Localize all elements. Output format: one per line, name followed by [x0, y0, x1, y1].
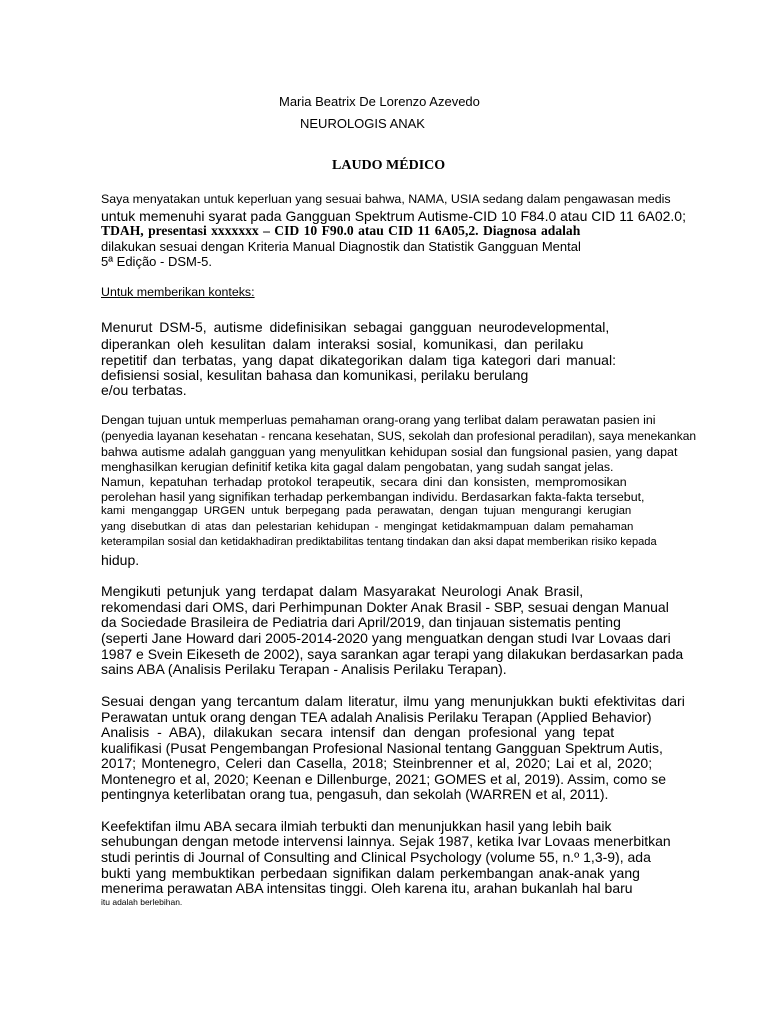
p1-line: Saya menyatakan untuk keperluan yang sesuai bahwa, NAMA, USIA sedang dalam pengawasan medis	[101, 192, 671, 206]
doctor-specialty: NEUROLOGIS ANAK	[300, 116, 425, 131]
p1-line: dilakukan sesuai dengan Kriteria Manual Diagnostik dan Statistik Gangguan Mental	[101, 239, 581, 254]
p5-line: pentingnya keterlibatan orang tua, pengasuh, dan sekolah (WARREN et al, 2011).	[101, 786, 609, 802]
p1-line: untuk memenuhi syarat pada Gangguan Spektrum Autisme-CID 10 F84.0 atau CID 11 6A02.0;	[101, 208, 686, 224]
p5-line: kualifikasi (Pusat Pengembangan Profesional Nasional tentang Gangguan Spektrum Autis,	[101, 740, 663, 756]
p2-line: diperankan oleh kesulitan dalam interaksi sosial, komunikasi, dan perilaku	[101, 336, 584, 352]
p3-line: hidup.	[101, 552, 140, 568]
p3-line: perolehan hasil yang signifikan terhadap perkembangan individu. Berdasarkan fakta-fakta tersebut,	[101, 490, 645, 504]
p2-line: e/ou terbatas.	[101, 382, 187, 398]
p5-line: Analisis - ABA), dilakukan secara intensif dan dengan profesional yang tepat	[101, 724, 615, 740]
p3-line: kami menganggap URGEN untuk berpegang pada perawatan, dengan tujuan mengurangi kerugian	[101, 505, 632, 517]
document-title: LAUDO MÉDICO	[332, 158, 446, 173]
p2-line: Menurut DSM-5, autisme didefinisikan sebagai gangguan neurodevelopmental,	[101, 319, 610, 335]
p6-line: bukti yang membuktikan perbedaan signifikan dalam perkembangan anak-anak yang	[101, 865, 640, 881]
p3-line: keterampilan sosial dan ketidakhadiran prediktabilitas tentang tindakan dan aksi dapat memberikan risiko kepada	[101, 536, 657, 548]
p3-line: Namun, kepatuhan terhadap protokol terapeutik, secara dini dan konsisten, mempromosikan	[101, 475, 627, 489]
p4-line: Mengikuti petunjuk yang terdapat dalam Masyarakat Neurologi Anak Brasil,	[101, 583, 584, 599]
p4-line: (seperti Jane Howard dari 2005-2014-2020 yang menguatkan dengan studi Ivar Lovaas dari	[101, 630, 671, 646]
p3-line: (penyedia layanan kesehatan - rencana kesehatan, SUS, sekolah dan profesional peradilan), saya menekankan	[101, 429, 697, 443]
p4-line: da Sociedade Brasileira de Pediatria dari April/2019, dan tinjauan sistematis penting	[101, 614, 621, 630]
p3-line: yang disebutkan di atas dan pelestarian kehidupan - mengingat ketidakmampuan dalam pemahaman	[101, 521, 634, 533]
p3-line: bahwa autisme adalah gangguan yang menyulitkan kehidupan sosial dan fungsional pasien, yang dapat	[101, 445, 678, 459]
context-label: Untuk memberikan konteks:	[101, 285, 255, 299]
p4-line: 1987 e Svein Eikeseth de 2002), saya sarankan agar terapi yang dilakukan berdasarkan pada	[101, 646, 684, 662]
p6-line: Keefektifan ilmu ABA secara ilmiah terbukti dan menunjukkan hasil yang lebih baik	[101, 818, 612, 834]
p5-line: 2017; Montenegro, Celeri dan Casella, 2018; Steinbrenner et al, 2020; Lai et al, 2020;	[101, 755, 653, 771]
doctor-name: Maria Beatrix De Lorenzo Azevedo	[279, 94, 480, 109]
p4-line: rekomendasi dari OMS, dari Perhimpunan Dokter Anak Brasil - SBP, sesuai dengan Manual	[101, 599, 669, 615]
p1-line-bold: TDAH, presentasi xxxxxxx – CID 10 F90.0 atau CID 11 6A05,2. Diagnosa adalah	[101, 223, 581, 238]
p3-line: Dengan tujuan untuk memperluas pemahaman orang-orang yang terlibat dalam perawatan pasien ini	[101, 413, 656, 427]
p1-line: 5ª Edição - DSM-5.	[101, 254, 213, 269]
p2-line: defisiensi sosial, kesulitan bahasa dan komunikasi, perilaku berulang	[101, 367, 529, 383]
p2-line: repetitif dan terbatas, yang dapat dikategorikan dalam tiga kategori dari manual:	[101, 352, 616, 368]
p5-line: Montenegro et al, 2020; Keenan e Dillenburge, 2021; GOMES et al, 2019). Assim, como se	[101, 771, 666, 787]
p5-line: Sesuai dengan yang tercantum dalam literatur, ilmu yang menunjukkan bukti efektivitas dari	[101, 693, 685, 709]
p6-line: studi perintis di Journal of Consulting and Clinical Psychology (volume 55, n.º 1,3-9), ada	[101, 849, 651, 865]
p4-line: sains ABA (Analisis Perilaku Terapan - Analisis Perilaku Terapan).	[101, 661, 507, 677]
p6-line: sehubungan dengan metode intervensi lainnya. Sejak 1987, ketika Ivar Lovaas menerbitkan	[101, 833, 671, 849]
p6-line-small: itu adalah berlebihan.	[101, 897, 183, 907]
p3-line: menghasilkan kerugian definitif ketika kita gagal dalam pengobatan, yang sudah sangat jelas.	[101, 460, 614, 474]
p6-line: menerima perawatan ABA intensitas tinggi. Oleh karena itu, arahan bukanlah hal baru	[101, 880, 633, 896]
p5-line: Perawatan untuk orang dengan TEA adalah Analisis Perilaku Terapan (Applied Behavior)	[101, 709, 652, 725]
